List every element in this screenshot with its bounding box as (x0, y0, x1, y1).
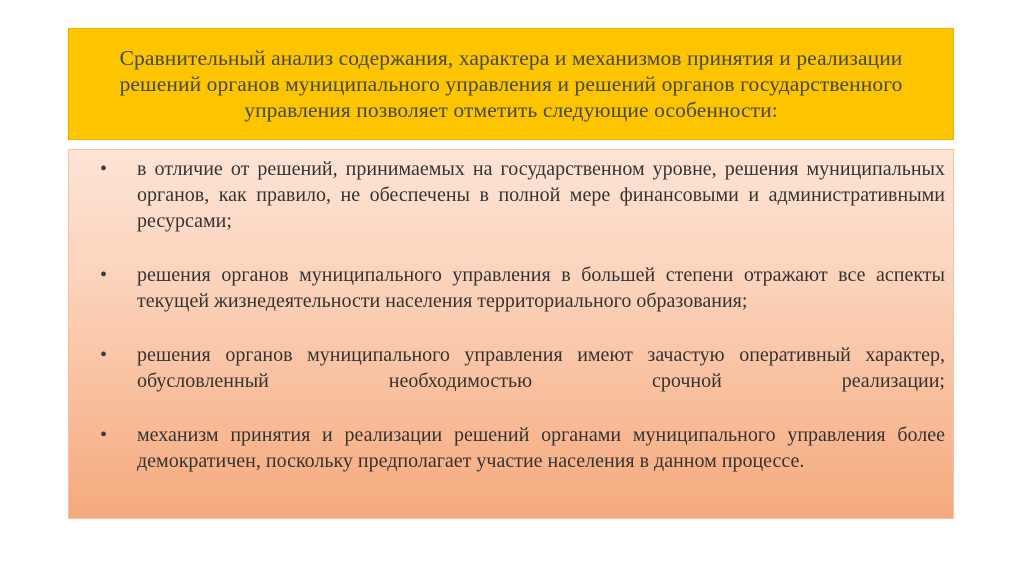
list-item-text: решения органов муниципального управления имеют зачастую оперативный характер, обусловленный необходимостью срочной реализации; (137, 344, 945, 392)
bullet-list (100, 156, 945, 474)
list-item (100, 156, 945, 234)
bullet-icon: • (100, 158, 108, 180)
bullet-icon: • (100, 424, 108, 446)
list-item-text: в отличие от решений, принимаемых на государственном уровне, решения муниципальных органов, как правило, не обеспечены в полной мере финансовыми и административными ресурсами; (137, 158, 945, 232)
list-item (100, 422, 945, 474)
slide-title: Сравнительный анализ содержания, характера и механизмов принятия и реализации решений органов муниципального управления и решений органов государственного управления позволяет отметить следующие особенности: (119, 46, 903, 122)
list-item-text: механизм принятия и реализации решений органами муниципального управления более демократичен, поскольку предполагает участие населения в данном процессе. (137, 424, 945, 472)
list-item (100, 342, 945, 394)
title-banner (68, 28, 954, 140)
content-panel (68, 149, 954, 519)
list-item-text: решения органов муниципального управления в большей степени отражают все аспекты текущей жизнедеятельности населения территориального образования; (137, 264, 945, 312)
list-item (100, 262, 945, 314)
bullet-icon: • (100, 344, 108, 366)
bullet-icon: • (100, 264, 108, 286)
